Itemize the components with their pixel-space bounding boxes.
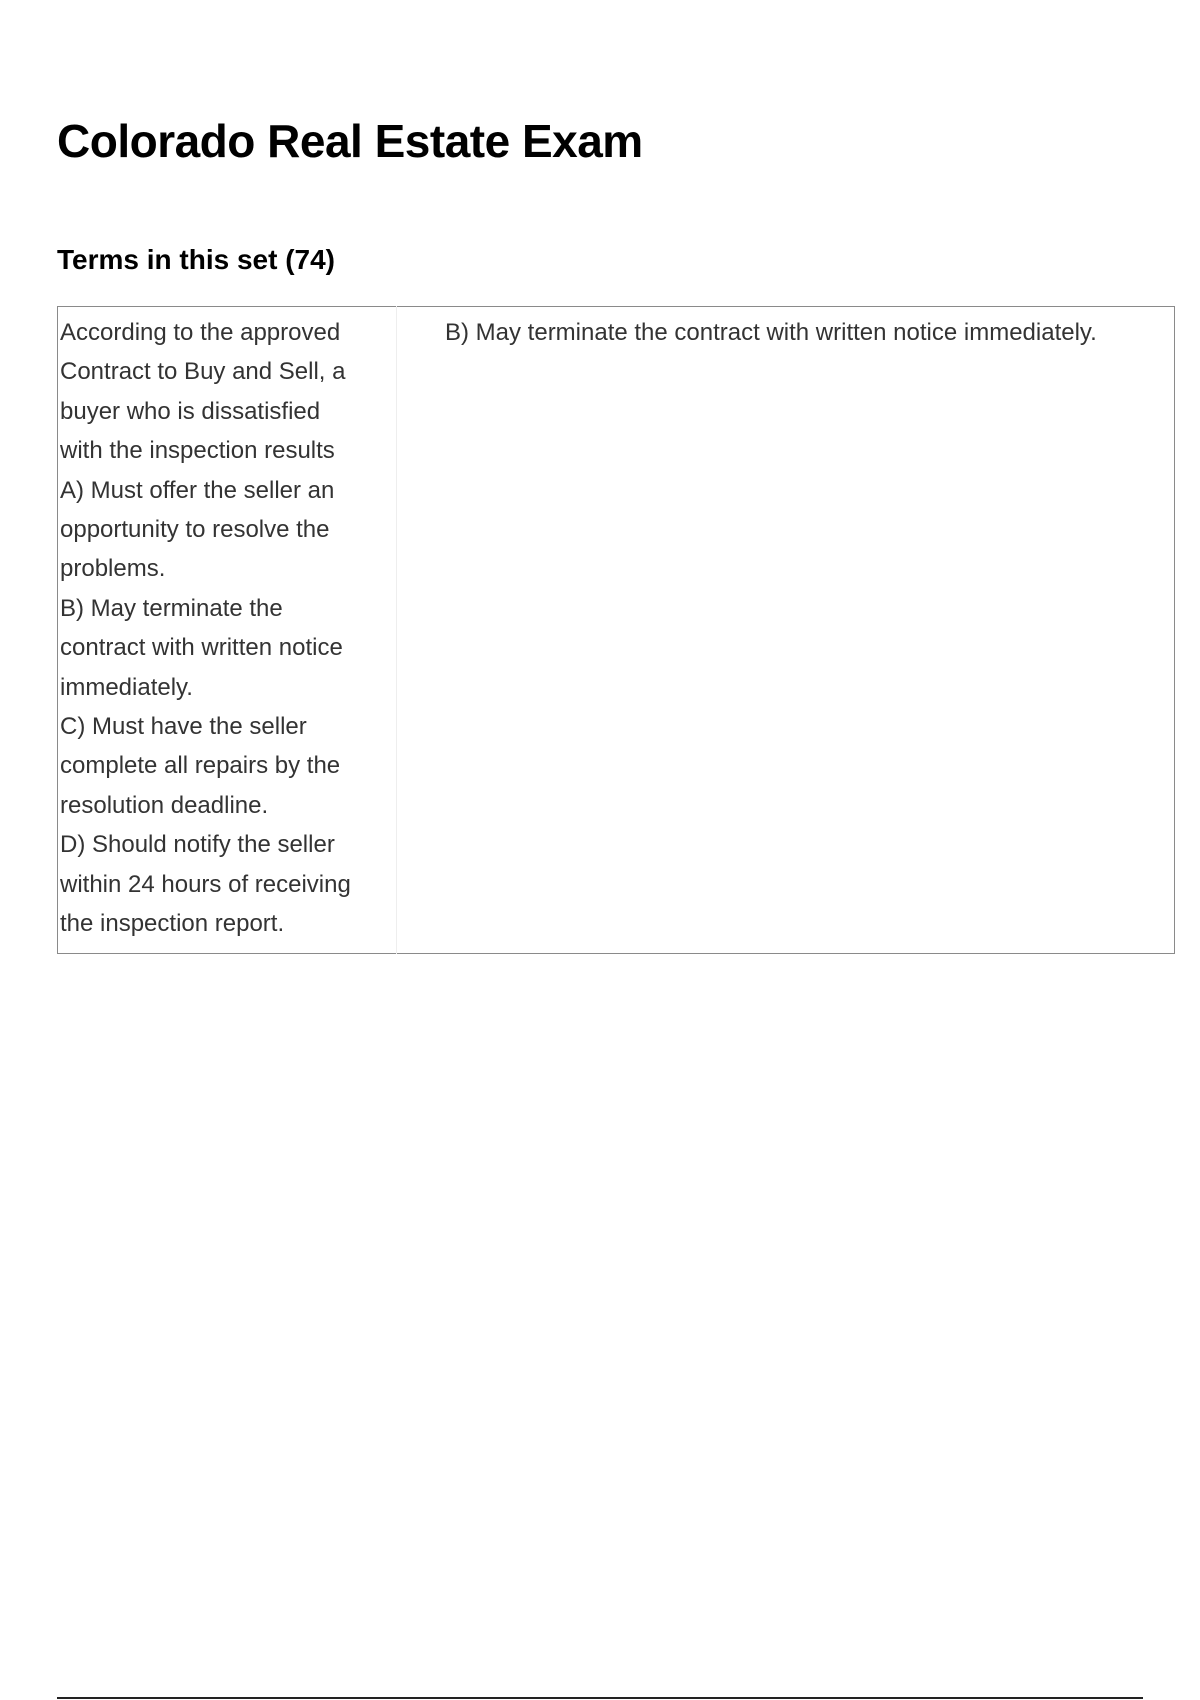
footer-divider [57,1697,1143,1699]
terms-table [57,306,1175,954]
term-question: According to the approved Contract to Buy and Sell, a buyer who is dissatisfied with the inspection results A) Must offer the seller an opportunity to resolve the problems. B) May terminate the contract with written notice immediately. C) Must have the seller complete all repairs by the resolution deadline. D) Should notify the seller within 24 hours of receiving the inspection report. [58,307,397,954]
page-title: Colorado Real Estate Exam [57,115,643,167]
term-answer: B) May terminate the contract with written notice immediately. [445,319,1097,346]
term-row [58,307,1175,954]
terms-count-heading: Terms in this set (74) [57,244,336,275]
